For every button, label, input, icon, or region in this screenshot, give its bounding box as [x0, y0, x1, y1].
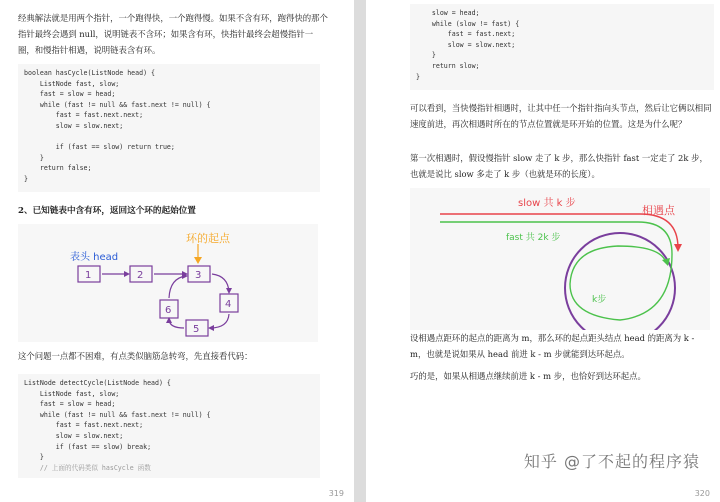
k-steps-label: k步	[592, 295, 607, 305]
svg-text:4: 4	[225, 299, 232, 310]
section-heading: 2、已知链表中含有环，返回这个环的起始位置	[18, 206, 196, 216]
code-line: fast = slow = head;	[24, 90, 116, 99]
explanation-paragraph: 可以看到，当快慢指针相遇时，让其中任一个指针指向头节点，然后让它俩以相同速度前进，再次相遇时所在的节点位置就是环开始的位置。这是为什么呢？	[410, 103, 712, 129]
code-line: if (fast == slow) break;	[24, 442, 152, 451]
svg-text:3: 3	[195, 270, 202, 281]
fast-steps-label: fast 共 2k 步	[506, 233, 561, 243]
meeting-point-label: 相遇点	[642, 204, 675, 217]
code-line: }	[24, 453, 44, 462]
meeting-paragraph: 第一次相遇时，假设慢指针 slow 走了 k 步，那么快指针 fast 一定走了 2k 步，也就是说比 slow 多走了 k 步（也就是环的长度）。	[410, 153, 708, 179]
code-line: boolean hasCycle(ListNode head) {	[24, 69, 156, 77]
code-line: fast = slow = head;	[24, 400, 116, 409]
code-line: slow = slow.next;	[24, 121, 124, 130]
code-line: return false;	[24, 164, 92, 173]
has-cycle-code-block	[18, 64, 320, 192]
code-line: }	[416, 51, 436, 60]
page-number-right: 320	[694, 489, 710, 498]
head-label: 表头 head	[70, 252, 119, 263]
code-line: }	[24, 174, 28, 183]
left-page	[0, 0, 354, 502]
svg-text:6: 6	[165, 305, 172, 316]
code-line: ListNode fast, slow;	[24, 389, 120, 398]
code-line: slow = slow.next;	[416, 40, 516, 49]
right-page	[366, 0, 720, 502]
code-line: slow = head;	[416, 9, 480, 17]
detect-intro-paragraph: 这个问题一点都不困难，有点类似脑筋急转弯，先直接看代码：	[18, 351, 253, 361]
distance-paragraph: 设相遇点距环的起点的距离为 m，那么环的起点距头结点 head 的距离为 k - m，也就是说如果从 head 前进 k - m 步就能到达环起点。	[410, 333, 695, 359]
conclusion-paragraph: 巧的是，如果从相遇点继续前进 k - m 步，也恰好到达环起点。	[410, 371, 646, 381]
code-line: ListNode detectCycle(ListNode head) {	[24, 379, 171, 387]
code-line: }	[24, 153, 44, 162]
code-line: fast = fast.next.next;	[24, 421, 144, 430]
page-number-left: 319	[328, 489, 344, 498]
cycle-start-label: 环的起点	[186, 232, 230, 245]
detect-cycle-code-block	[18, 374, 320, 478]
code-line: slow = slow.next;	[24, 431, 124, 440]
code-line: fast = fast.next;	[416, 30, 516, 39]
meeting-point-figure	[410, 188, 710, 330]
svg-text:2: 2	[137, 270, 144, 281]
linked-list-cycle-figure	[18, 224, 318, 342]
code-line: while (fast != null && fast.next != null) {	[24, 100, 211, 109]
code-line: while (slow != fast) {	[416, 19, 520, 28]
code-line: fast = fast.next.next;	[24, 111, 144, 120]
slow-steps-label: slow 共 k 步	[518, 198, 576, 209]
code-line: // 上面的代码类似 hasCycle 函数	[24, 463, 151, 472]
zhihu-watermark: 知乎 @了不起的程序猿	[523, 452, 700, 471]
code-line: }	[416, 72, 420, 81]
detect-cycle-code-continued	[410, 4, 714, 90]
page-gutter	[354, 0, 366, 502]
code-line: if (fast == slow) return true;	[24, 143, 175, 152]
code-line: return slow;	[416, 61, 480, 70]
svg-text:5: 5	[193, 324, 200, 335]
svg-text:1: 1	[85, 270, 92, 281]
intro-paragraph: 经典解法就是用两个指针，一个跑得快，一个跑得慢。如果不含有环，跑得快的那个指针最终会遇到 null，说明链表不含环；如果含有环，快指针最终会超慢指针一圈，和慢指针相遇，说明链表含有环。	[18, 13, 328, 55]
code-line	[24, 132, 320, 143]
code-line: while (fast != null && fast.next != null) {	[24, 410, 211, 419]
code-line: ListNode fast, slow;	[24, 79, 120, 88]
